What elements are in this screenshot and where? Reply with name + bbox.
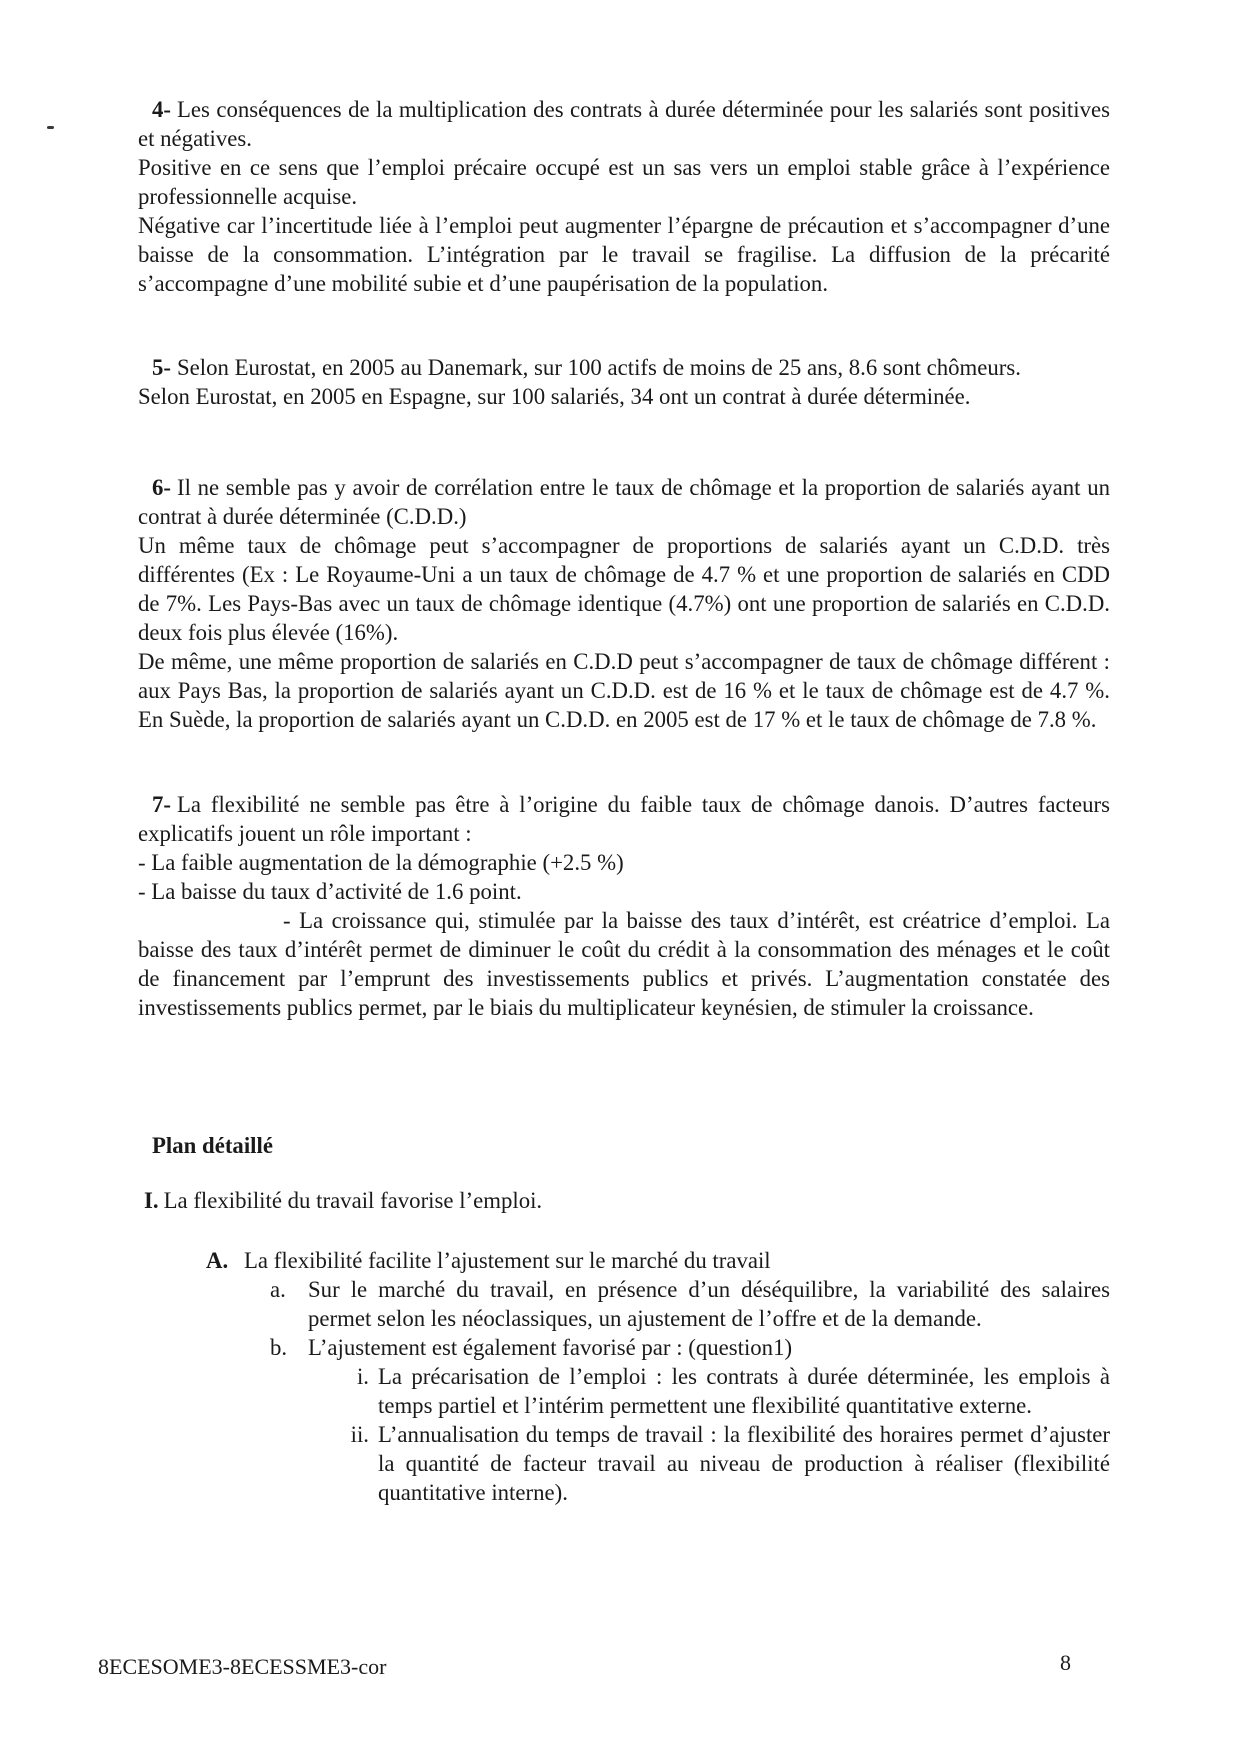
answer-7-bullet-croissance: - La croissance qui, stimulée par la baisse des taux d’intérêt, est créatrice d’emploi. La baisse des taux d’intérêt permet de diminuer le coût du crédit à la consommation des ménages et le coût de financement par l’emprunt des investissements publics et privés. L’augmentation constatée des investissements publics permet, par le biais du multiplicateur keynésien, de stimuler la croissance. [138,908,1110,1020]
answer-4-number: 4- [152,97,171,122]
plan-item-a [270,1275,1110,1333]
answer-4-intro-text: Les conséquences de la multiplication des contrats à durée déterminée pour les salariés sont positives et négatives. [138,97,1110,151]
plan-item-ii [338,1420,1110,1507]
plan-item-a-marker: a. [270,1277,286,1302]
scan-artifact-dot [47,126,54,129]
answer-6-intro-paragraph [138,473,1110,531]
plan-part-1-paragraph [138,1186,1110,1215]
plan-heading-text: Plan détaillé [152,1133,273,1158]
answer-7-bullet-activite: - La baisse du taux d’activité de 1.6 point. [138,879,522,904]
answer-4-intro-paragraph [138,95,1110,153]
plan-item-i-marker: i. [356,1364,369,1389]
answer-6-block [138,473,1110,734]
answer-5-espagne-paragraph: Selon Eurostat, en 2005 en Espagne, sur 100 salariés, 34 ont un contrat à durée déterminée. [138,384,971,409]
answer-6-number: 6- [152,475,171,500]
plan-section-A-title: La flexibilité facilite l’ajustement sur le marché du travail [244,1248,771,1273]
plan-part-1-marker: I. [144,1188,159,1213]
answer-4-positive-paragraph: Positive en ce sens que l’emploi précaire occupé est un sas vers un emploi stable grâce à l’expérience professionnelle acquise. [138,155,1110,209]
answer-7-number: 7- [152,792,171,817]
answer-4-block [138,95,1110,298]
plan-item-b [270,1333,1110,1362]
plan-section-A-marker: A. [206,1248,229,1273]
answer-6-paragraph-2: Un même taux de chômage peut s’accompagner de proportions de salariés ayant un C.D.D. très différentes (Ex : Le Royaume-Uni a un taux de chômage de 4.7 % et une proportion de salariés en CDD de 7%. Les Pays-Bas avec un taux de chômage identique (4.7%) ont une proportion de salariés en C.D.D. deux fois plus élevée (16%). [138,533,1110,645]
answer-5-danemark-text: Selon Eurostat, en 2005 au Danemark, sur 100 actifs de moins de 25 ans, 8.6 sont chômeurs. [177,355,1021,380]
plan-item-ii-text: L’annualisation du temps de travail : la flexibilité des horaires permet d’ajuster la quantité de facteur travail au niveau de production à réaliser (flexibilité quantitative interne). [378,1422,1110,1505]
plan-section-A [206,1246,1110,1275]
plan-item-b-marker: b. [270,1335,288,1360]
answer-5-block [138,353,1110,411]
answer-7-intro-text: La flexibilité ne semble pas être à l’origine du faible taux de chômage danois. D’autres facteurs explicatifs jouent un rôle important : [138,792,1110,846]
answer-7-block [138,790,1110,1022]
plan-item-i-text: La précarisation de l’emploi : les contrats à durée déterminée, les emplois à temps partiel et l’intérim permettent une flexibilité quantitative externe. [378,1364,1110,1418]
plan-outline-list [138,1246,1110,1507]
answer-6-intro-text: Il ne semble pas y avoir de corrélation entre le taux de chômage et la proportion de salariés ayant un contrat à durée déterminée (C.D.D.) [138,475,1110,529]
plan-part-1-title: La flexibilité du travail favorise l’emploi. [163,1188,543,1213]
answer-4-negative-paragraph: Négative car l’incertitude liée à l’emploi peut augmenter l’épargne de précaution et s’accompagner d’une baisse de la consommation. L’intégration par le travail se fragilise. La diffusion de la précarité s’accompagne d’une mobilité subie et d’une paupérisation de la population. [138,213,1110,296]
plan-heading [138,1131,1110,1160]
answer-7-intro-paragraph [138,790,1110,848]
answer-5-danemark-paragraph [138,353,1110,382]
footer-page-number: 8 [1060,1650,1071,1675]
answer-7-bullet-demographie: - La faible augmentation de la démographie (+2.5 %) [138,850,624,875]
plan-part-1 [138,1186,1110,1215]
plan-item-b-text: L’ajustement est également favorisé par : (question1) [308,1335,793,1360]
footer-document-code: 8ECESOME3-8ECESSME3-cor [98,1654,387,1679]
plan-item-ii-marker: ii. [350,1422,369,1447]
answer-6-paragraph-3: De même, une même proportion de salariés en C.D.D peut s’accompagner de taux de chômage différent : aux Pays Bas, la proportion de salariés ayant un C.D.D. est de 16 % et le taux de chômage est de 4.7 %. En Suède, la proportion de salariés ayant un C.D.D. en 2005 est de 17 % et le taux de chômage de 7.8 %. [138,649,1110,732]
answer-5-number: 5- [152,355,171,380]
plan-item-a-text: Sur le marché du travail, en présence d’un déséquilibre, la variabilité des salaires permet selon les néoclassiques, un ajustement de l’offre et de la demande. [308,1277,1110,1331]
plan-item-i [338,1362,1110,1420]
